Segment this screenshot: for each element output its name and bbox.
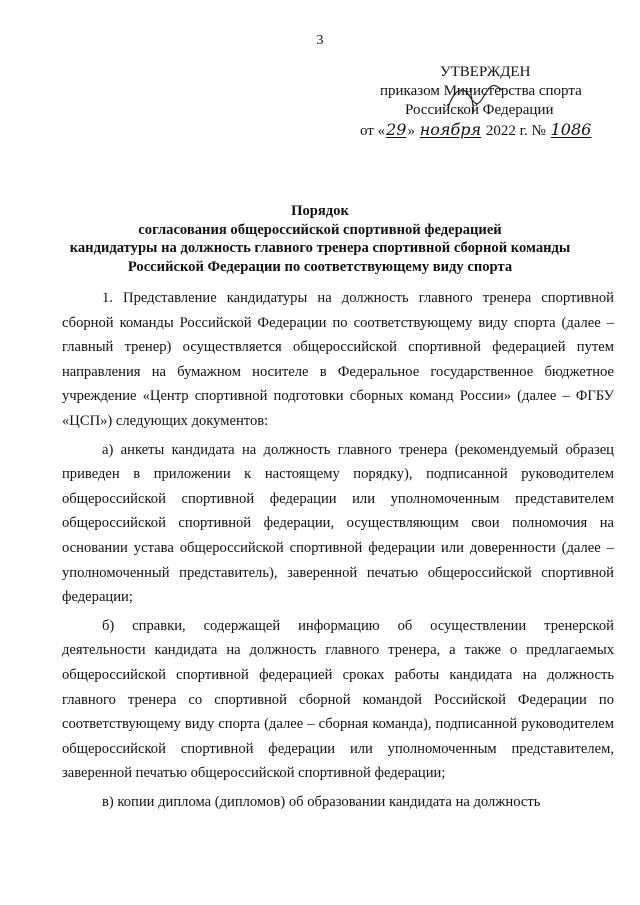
title-line-1: Порядок bbox=[291, 203, 349, 219]
approval-order-line: приказом Министерства спорта bbox=[380, 83, 582, 99]
paragraph-1: 1. Представление кандидатуры на должность главного тренера спортивной сборной команды Российской Федерации по соответствующему виду спорта (далее – главный тренер) осуществляется общероссийской спортивной федерацией путем направления на бумажном носителе в Федеральное государственное бюджетное учреждение «Центр спортивной подготовки сборных команд России» (далее – ФГБУ «ЦСП») следующих документов: bbox=[62, 290, 614, 429]
date-prefix: от « bbox=[360, 123, 386, 139]
order-number: 1086 bbox=[550, 120, 592, 139]
title-line-2: согласования общероссийской спортивной федерацией bbox=[138, 221, 502, 238]
date-day: 29 bbox=[386, 120, 407, 139]
date-year: 2022 г. № bbox=[485, 123, 546, 139]
date-month: ноября bbox=[419, 120, 482, 139]
approval-heading: УТВЕРЖДЕН bbox=[440, 64, 531, 80]
document-title bbox=[0, 202, 640, 276]
title-line-4: Российской Федерации по соответствующему виду спорта bbox=[127, 258, 513, 275]
paragraph-b: б) справки, содержащей информацию об осуществлении тренерской деятельности кандидата на должность главного тренера, а также о предлагаемых общероссийской спортивной федерацией сроках работы кандидата на должность главного тренера со спортивной сборной командой Российской Федерации по соответствующему виду спорта (далее – сборная команда), подписанной руководителем общероссийской спортивной федерации или уполномоченным представителем, заверенной печатью общероссийской спортивной федерации; bbox=[62, 617, 614, 782]
title-line-3: кандидатуры на должность главного тренера спортивной сборной команды bbox=[69, 240, 571, 256]
document-body bbox=[62, 286, 614, 818]
paragraph-a: а) анкеты кандидата на должность главного тренера (рекомендуемый образец приведен в приложении к настоящему порядку), подписанной руководителем общероссийской спортивной федерации или уполномоченным представителем общероссийской спортивной федерации, осуществляющим свои полномочия на основании устава общероссийской спортивной федерации или доверенности (далее – уполномоченный представитель), заверенной печатью общероссийской спортивной федерации; bbox=[62, 441, 614, 606]
paragraph-c: в) копии диплома (дипломов) об образовании кандидата на должность bbox=[102, 793, 541, 810]
date-mid: » bbox=[407, 123, 415, 139]
approval-date-line bbox=[360, 119, 592, 142]
approval-country-line: Российской Федерации bbox=[405, 102, 554, 118]
signature-mark bbox=[440, 82, 510, 114]
page-number: 3 bbox=[316, 33, 324, 48]
